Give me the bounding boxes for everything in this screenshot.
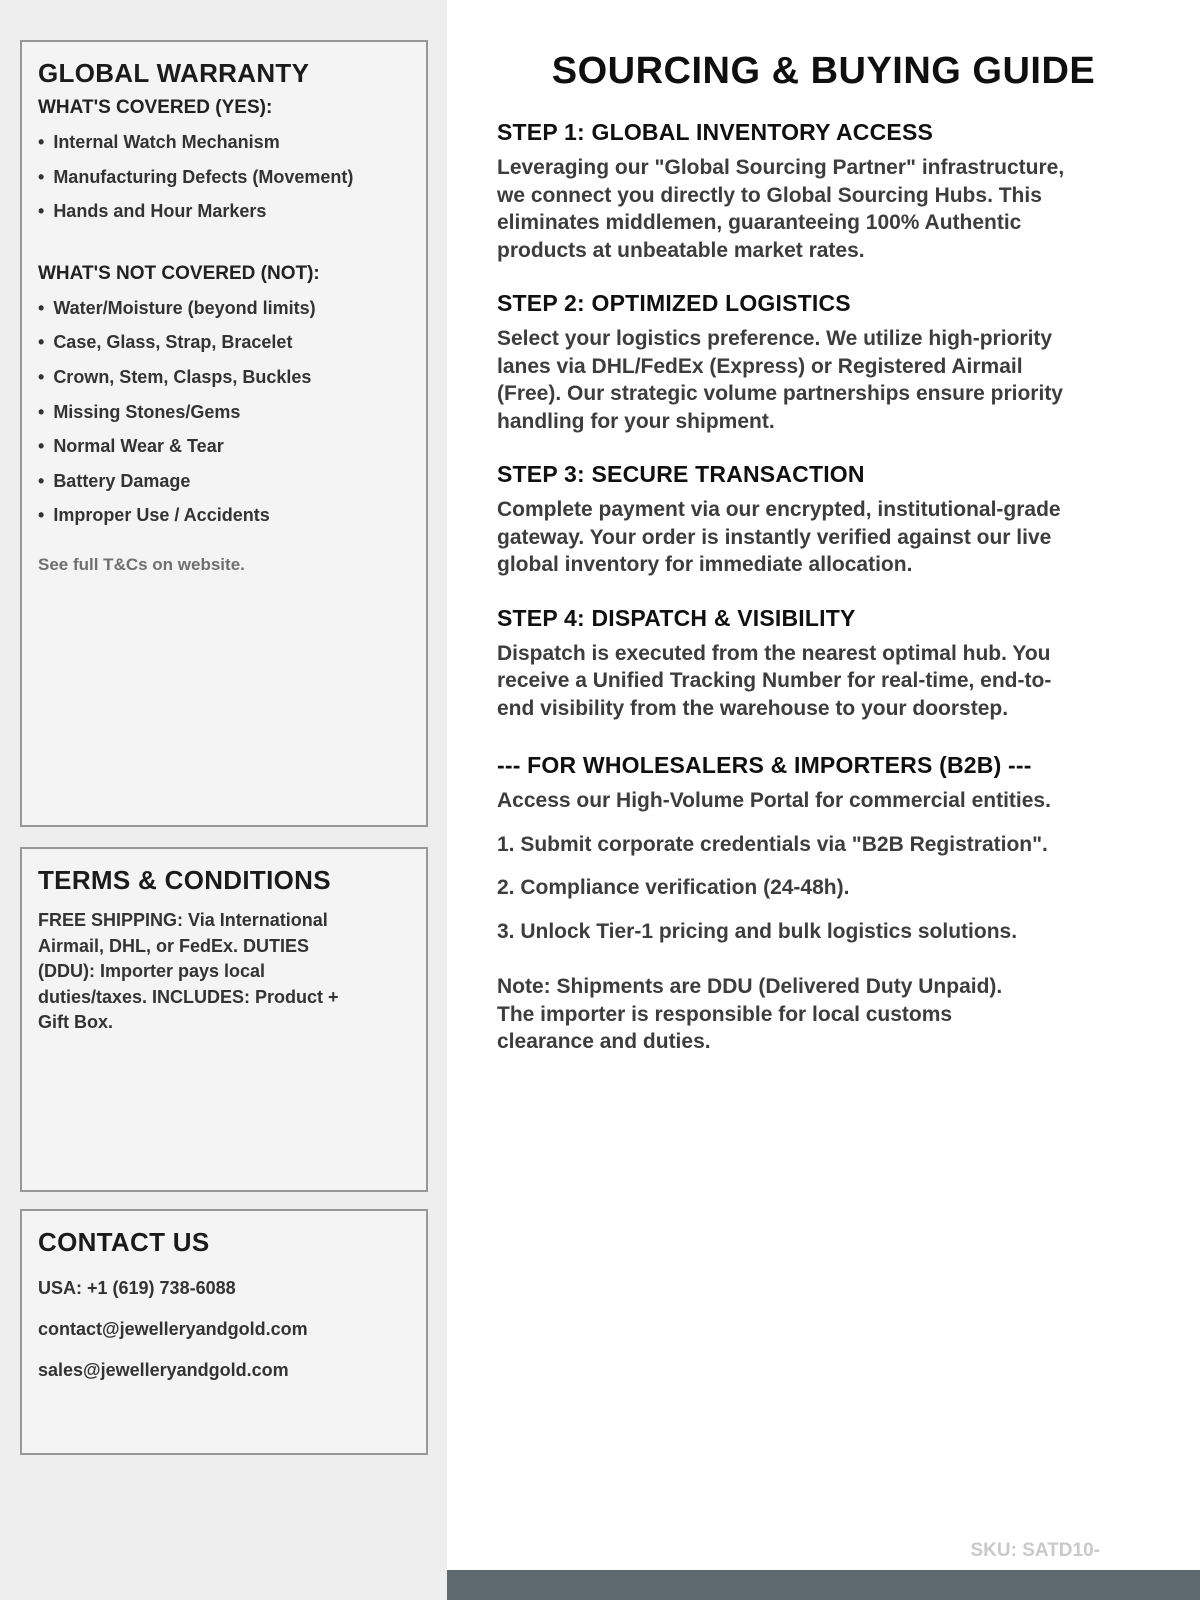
b2b-step-2: 2. Compliance verification (24-48h). — [497, 876, 850, 899]
warranty-title: GLOBAL WARRANTY — [38, 58, 310, 88]
step-2-body: Select your logistics preference. We utilize high-priority lanes via DHL/FedEx (Express) or Registered Airmail (Free). Our strategic volume partnerships ensure priority handling for your shipment. — [497, 327, 1063, 433]
list-item: • Normal Wear & Tear — [38, 436, 410, 458]
terms-conditions-box — [20, 847, 428, 1192]
b2b-section — [497, 752, 1150, 1056]
step-4-heading: STEP 4: DISPATCH & VISIBILITY — [497, 604, 856, 631]
list-item: • Case, Glass, Strap, Bracelet — [38, 332, 410, 354]
warranty-footnote: See full T&Cs on website. — [38, 554, 245, 574]
step-1-heading: STEP 1: GLOBAL INVENTORY ACCESS — [497, 119, 934, 145]
warranty-covered-title: WHAT'S COVERED (YES): — [38, 97, 273, 118]
global-warranty-box — [20, 40, 428, 827]
list-item: • Missing Stones/Gems — [38, 402, 410, 424]
sales-email: sales@jewelleryandgold.com — [38, 1360, 289, 1380]
ddu-note: Note: Shipments are DDU (Delivered Duty Unpaid). The importer is responsible for local customs clearance and duties. — [497, 975, 1003, 1053]
warranty-not-covered-list — [38, 298, 410, 527]
footer-bar — [447, 1570, 1200, 1600]
list-item: • Water/Moisture (beyond limits) — [38, 298, 410, 320]
list-item: • Crown, Stem, Clasps, Buckles — [38, 367, 410, 389]
list-item: • Hands and Hour Markers — [38, 201, 410, 223]
list-item: • Battery Damage — [38, 471, 410, 493]
main-content — [447, 0, 1200, 1600]
step-3-heading: STEP 3: SECURE TRANSACTION — [497, 461, 865, 487]
list-item: • Manufacturing Defects (Movement) — [38, 167, 410, 189]
b2b-step-1: 1. Submit corporate credentials via "B2B Registration". — [497, 832, 1048, 856]
b2b-heading: --- FOR WHOLESALERS & IMPORTERS (B2B) --- — [497, 752, 1032, 778]
step-2-heading: STEP 2: OPTIMIZED LOGISTICS — [497, 290, 851, 316]
b2b-intro: Access our High-Volume Portal for commercial entities. — [497, 789, 1051, 812]
sku-label: SKU: SATD10- — [970, 1540, 1100, 1561]
step-3-section — [497, 461, 1150, 579]
step-4-section — [497, 605, 1150, 723]
terms-title: TERMS & CONDITIONS — [38, 865, 331, 895]
step-1-body: Leveraging our "Global Sourcing Partner" infrastructure, we connect you directly to Global Sourcing Hubs. This eliminates middlemen, guaranteeing 100% Authentic products at unbeatable market rates. — [497, 156, 1065, 262]
step-1-section — [497, 119, 1150, 264]
warranty-covered-list — [38, 132, 410, 223]
step-3-body: Complete payment via our encrypted, institutional-grade gateway. Your order is instantly verified against our live global inventory for immediate allocation. — [497, 498, 1061, 576]
page-title: SOURCING & BUYING GUIDE — [551, 50, 1096, 92]
sidebar — [0, 0, 447, 1600]
list-item: • Improper Use / Accidents — [38, 505, 410, 527]
contact-phone: USA: +1 (619) 738-6088 — [38, 1278, 236, 1298]
warranty-not-covered-title: WHAT'S NOT COVERED (NOT): — [38, 262, 320, 284]
contact-email: contact@jewelleryandgold.com — [38, 1319, 308, 1339]
step-4-body: Dispatch is executed from the nearest optimal hub. You receive a Unified Tracking Number for real-time, end-to-end visibility from the warehouse to your doorstep. — [497, 641, 1052, 720]
contact-us-box — [20, 1209, 428, 1455]
list-item: • Internal Watch Mechanism — [38, 132, 410, 154]
terms-body: FREE SHIPPING: Via International Airmail, DHL, or FedEx. DUTIES (DDU): Importer pays local duties/taxes. INCLUDES: Product + Gift Box. — [38, 910, 339, 1033]
b2b-step-3: 3. Unlock Tier-1 pricing and bulk logistics solutions. — [497, 919, 1018, 943]
step-2-section — [497, 290, 1150, 435]
contact-title: CONTACT US — [38, 1227, 210, 1257]
